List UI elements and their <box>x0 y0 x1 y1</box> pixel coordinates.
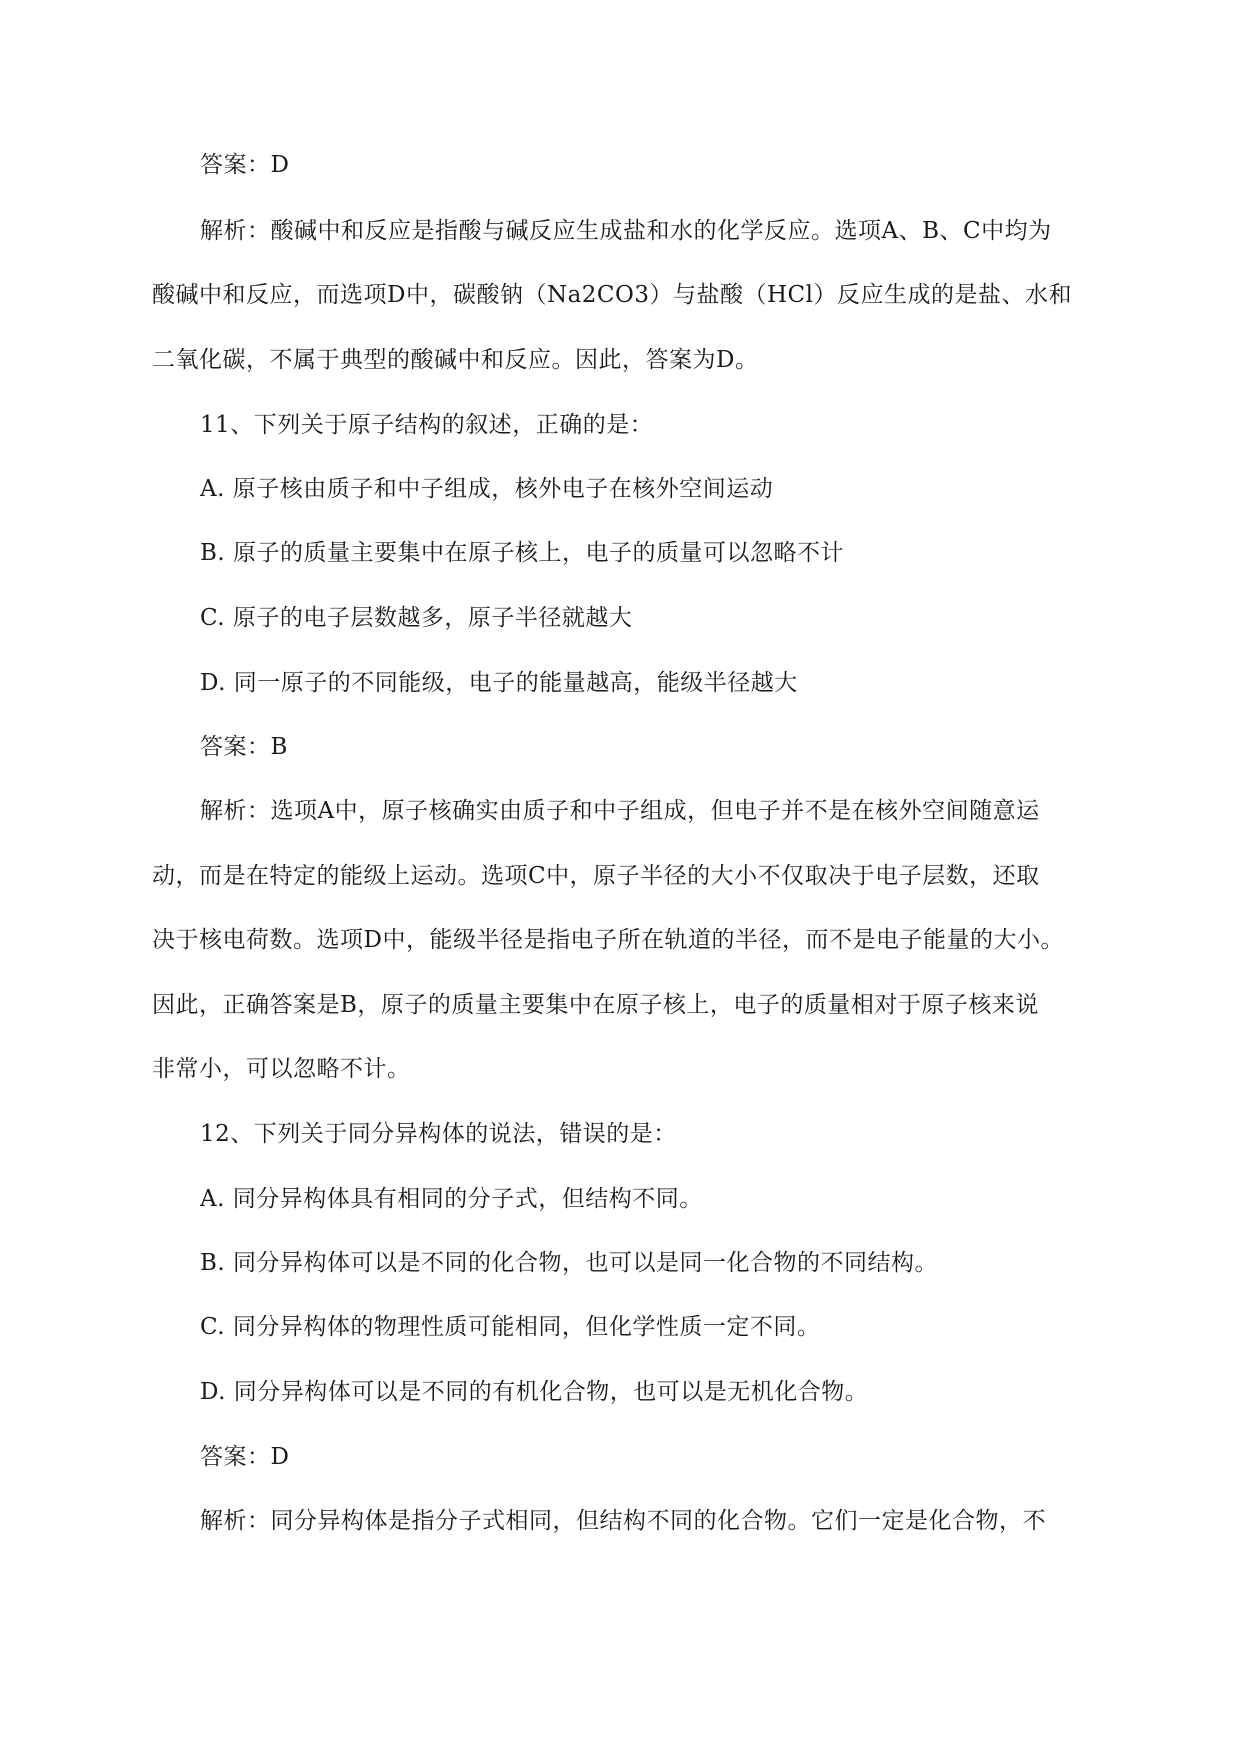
explanation-q11-line-3: 决于核电荷数。选项D中，能级半径是指电子所在轨道的半径，而不是电子能量的大小。 <box>152 927 1064 953</box>
question-11-option-d: D. 同一原子的不同能级，电子的能量越高，能级半径越大 <box>200 670 798 696</box>
question-11-option-b: B. 原子的质量主要集中在原子核上，电子的质量可以忽略不计 <box>200 540 845 566</box>
explanation-q11-line-2: 动，而是在特定的能级上运动。选项C中，原子半径的大小不仅取决于电子层数，还取 <box>152 863 1040 889</box>
question-11-option-a: A. 原子核由质子和中子组成，核外电子在核外空间运动 <box>200 476 774 502</box>
answer-q11: 答案：B <box>200 734 288 760</box>
explanation-q11-line-1: 解析：选项A中，原子核确实由质子和中子组成，但电子并不是在核外空间随意运 <box>200 798 1040 824</box>
explanation-q10-line-3: 二氧化碳，不属于典型的酸碱中和反应。因此，答案为D。 <box>152 347 759 373</box>
question-11-option-c: C. 原子的电子层数越多，原子半径就越大 <box>200 605 633 631</box>
explanation-q10-line-2: 酸碱中和反应，而选项D中，碳酸钠（Na2CO3）与盐酸（HCl）反应生成的是盐、水和 <box>152 282 1073 308</box>
answer-q10: 答案：D <box>200 152 290 178</box>
explanation-q11-line-4: 因此，正确答案是B，原子的质量主要集中在原子核上，电子的质量相对于原子核来说 <box>152 992 1039 1018</box>
explanation-q12-line-1: 解析：同分异构体是指分子式相同，但结构不同的化合物。它们一定是化合物，不 <box>200 1508 1046 1534</box>
question-11-stem: 11、下列关于原子结构的叙述，正确的是： <box>200 412 654 438</box>
question-12-option-b: B. 同分异构体可以是不同的化合物，也可以是同一化合物的不同结构。 <box>200 1250 939 1276</box>
question-12-option-c: C. 同分异构体的物理性质可能相同，但化学性质一定不同。 <box>200 1314 821 1340</box>
answer-q12: 答案：D <box>200 1444 290 1470</box>
explanation-q10-line-1: 解析：酸碱中和反应是指酸与碱反应生成盐和水的化学反应。选项A、B、C中均为 <box>200 218 1052 244</box>
question-12-option-a: A. 同分异构体具有相同的分子式，但结构不同。 <box>200 1186 703 1212</box>
question-12-stem: 12、下列关于同分异构体的说法，错误的是： <box>200 1121 677 1147</box>
question-12-option-d: D. 同分异构体可以是不同的有机化合物，也可以是无机化合物。 <box>200 1379 869 1405</box>
explanation-q11-line-5: 非常小，可以忽略不计。 <box>152 1056 411 1082</box>
